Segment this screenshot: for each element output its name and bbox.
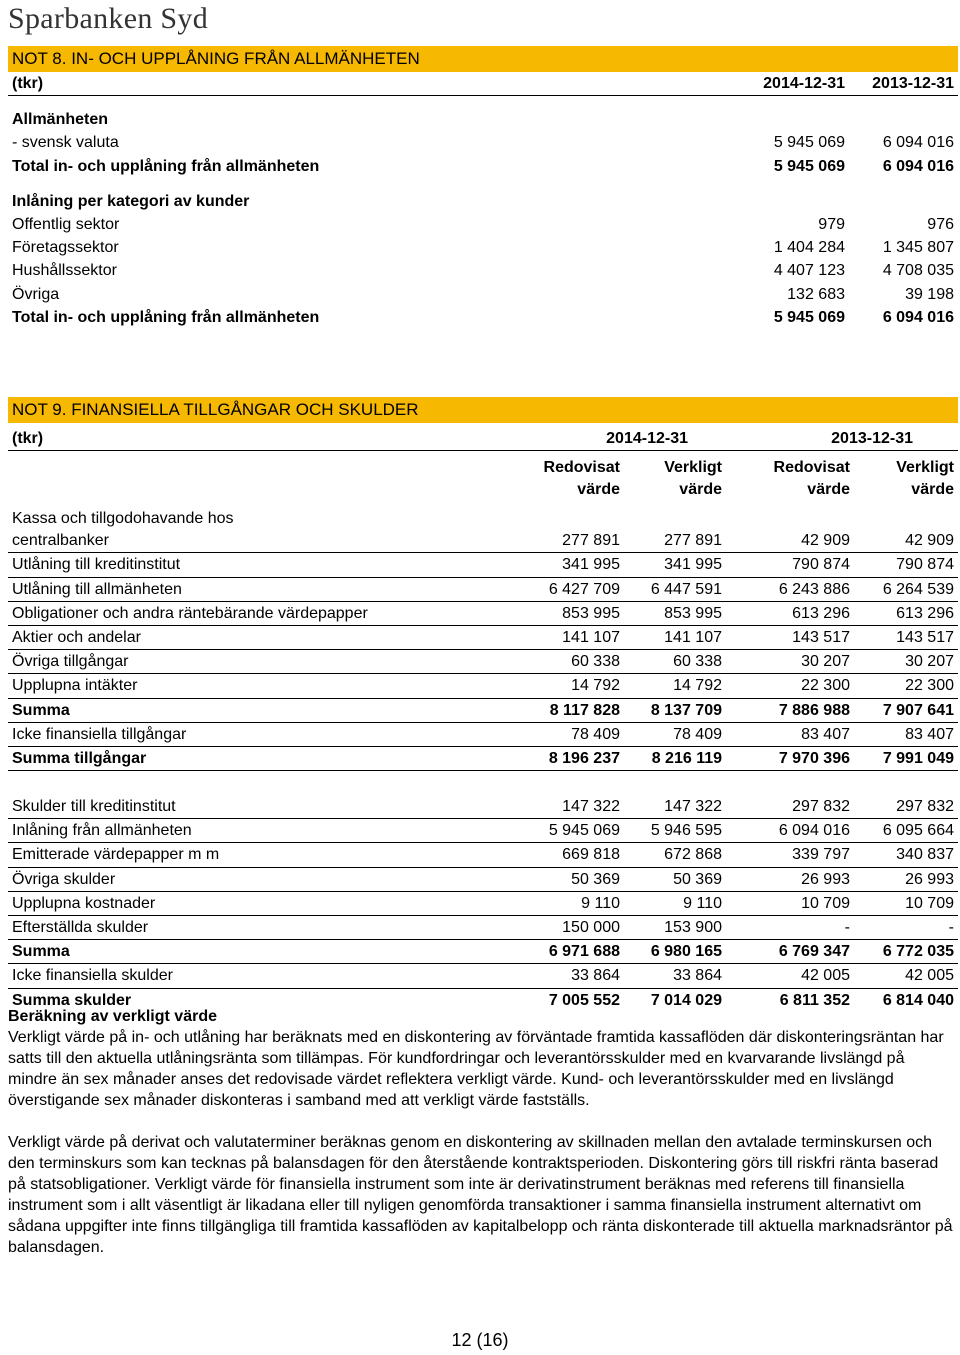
table-row xyxy=(8,723,958,747)
table-row xyxy=(8,868,958,892)
value-redovisat-2013: 6 094 016 xyxy=(778,822,850,840)
table-row xyxy=(8,747,958,771)
value-redovisat-2013: 339 797 xyxy=(792,846,850,864)
unit-label: (tkr) xyxy=(12,430,44,447)
value-2013: 1 345 807 xyxy=(882,239,954,257)
value-verkligt-2013: 26 993 xyxy=(905,870,954,888)
value-verkligt-2014: 147 322 xyxy=(664,798,722,816)
value-verkligt-2013: 790 874 xyxy=(896,556,954,574)
table-row xyxy=(8,306,958,329)
row-label: Obligationer och andra räntebärande värdepapper xyxy=(12,604,368,622)
value-redovisat-2014: 7 005 552 xyxy=(548,991,620,1009)
row-label: Summa xyxy=(12,943,70,961)
row-label: - svensk valuta xyxy=(12,134,119,152)
date-2014: 2014-12-31 xyxy=(606,430,688,447)
table-row xyxy=(8,964,958,988)
table-row xyxy=(8,819,958,843)
value-verkligt-2014: 672 868 xyxy=(664,846,722,864)
table-row xyxy=(8,699,958,723)
value-redovisat-2013: 790 874 xyxy=(792,556,850,574)
value-verkligt-2014: 14 792 xyxy=(673,677,722,695)
value-redovisat-2014: 14 792 xyxy=(571,677,620,695)
bank-logo: Sparbanken Syd xyxy=(8,2,209,35)
row-label: Övriga xyxy=(12,285,60,303)
value-2014: 979 xyxy=(818,215,845,233)
value-2013: 6 094 016 xyxy=(882,308,954,326)
value-redovisat-2014: 6 427 709 xyxy=(548,580,620,598)
row-label: centralbanker xyxy=(12,532,109,550)
value-redovisat-2013: 42 909 xyxy=(801,532,850,550)
value-verkligt-2013: 10 709 xyxy=(905,894,954,912)
table-row xyxy=(8,650,958,674)
row-label: Icke finansiella tillgångar xyxy=(12,725,187,743)
value-verkligt-2014: 5 946 595 xyxy=(650,822,722,840)
table-row xyxy=(8,843,958,867)
table-row xyxy=(8,674,958,698)
value-2014: 4 407 123 xyxy=(773,262,845,280)
table-row xyxy=(8,131,958,154)
value-redovisat-2013: 6 811 352 xyxy=(779,991,850,1009)
row-label: Summa xyxy=(12,701,70,719)
asset-first-label-row xyxy=(8,509,958,529)
row-label: Emitterade värdepapper m m xyxy=(12,846,220,864)
row-label: Offentlig sektor xyxy=(12,215,120,233)
value-redovisat-2013: 83 407 xyxy=(801,725,850,743)
value-redovisat-2014: 147 322 xyxy=(562,798,620,816)
method-paragraph-2: Verkligt värde på derivat och valutaterminer beräknas genom en diskontering av skillnaden mellan den avtalade terminskursen och den terminskurs som kan tecknas på balansdagen för den återstående kontraktsperioden. Diskontering görs till riskfri ränta baserad på statsobligationer. Verkligt värde för finansiella instrument som inte är derivatinstrument beräknas med referens till finansiella instrument som i allt väsentligt är likadana eller till nyligen genomförda transaktioner i samma finansiella instrument alternativt om sådana uppgifter inte finns tillgängliga till framtida kassaflöden av kapitalbelopp och ränta diskonterade till aktuella marknadsräntor på balansdagen. xyxy=(8,1134,953,1256)
value-verkligt-2013: 30 207 xyxy=(905,653,954,671)
value-redovisat-2014: 141 107 xyxy=(562,628,620,646)
value-verkligt-2014: 277 891 xyxy=(664,532,722,550)
value-verkligt-2014: 153 900 xyxy=(664,919,722,936)
value-redovisat-2013: 6 769 347 xyxy=(778,943,850,961)
group2-heading: Inlåning per kategori av kunder xyxy=(12,192,250,210)
row-label: Inlåning från allmänheten xyxy=(12,822,192,840)
value-2014: 5 945 069 xyxy=(773,134,845,152)
value-verkligt-2013: 7 991 049 xyxy=(882,749,954,767)
value-redovisat-2013: 7 886 988 xyxy=(778,701,850,719)
value-redovisat-2013: 143 517 xyxy=(792,628,850,646)
value-redovisat-2014: 853 995 xyxy=(562,604,620,622)
header-redovisat-2014: Redovisat värde xyxy=(543,459,620,499)
row-label: Total in- och upplåning från allmänheten xyxy=(12,157,320,175)
row-label: Utlåning till kreditinstitut xyxy=(12,556,181,574)
value-verkligt-2014: 8 216 119 xyxy=(651,749,722,767)
table-row xyxy=(8,892,958,916)
value-redovisat-2014: 150 000 xyxy=(562,919,620,936)
value-verkligt-2014: 6 447 591 xyxy=(650,580,722,598)
value-verkligt-2013: 6 814 040 xyxy=(882,991,954,1009)
value-redovisat-2013: 613 296 xyxy=(792,604,850,622)
value-verkligt-2014: 141 107 xyxy=(664,628,722,646)
note-8-title: NOT 8. IN- OCH UPPLÅNING FRÅN ALLMÄNHETEN xyxy=(8,46,958,72)
value-2013: 6 094 016 xyxy=(882,134,954,152)
table-row xyxy=(8,155,958,178)
value-2013: 976 xyxy=(927,215,954,233)
table-row xyxy=(8,940,958,964)
row-label: Upplupna intäkter xyxy=(12,677,138,695)
group-heading xyxy=(8,190,958,213)
method-section xyxy=(8,1006,953,1258)
row-label: Upplupna kostnader xyxy=(12,894,156,912)
row-label: Skulder till kreditinstitut xyxy=(12,798,176,816)
value-redovisat-2013: 42 005 xyxy=(801,967,850,985)
method-paragraph-1: Verkligt värde på in- och utlåning har beräknats med en diskontering av förväntade framtida kassaflöden där diskonteringsräntan har satts till den aktuella utlåningsränta som tillämpas. För kundfordringar och leverantörsskulder med en kvarvarande livslängd på mindre än sex månader anses det redovisade värdet reflektera verkligt värde. Kund- och leverantörsskulder med en livslängd överstigande sex månader diskonteras i samband med att verkligt värde fastställs. xyxy=(8,1029,944,1109)
value-redovisat-2014: 669 818 xyxy=(562,846,620,864)
value-redovisat-2014: 341 995 xyxy=(562,556,620,574)
value-redovisat-2013: 30 207 xyxy=(801,653,850,671)
value-redovisat-2013: - xyxy=(844,919,850,936)
value-redovisat-2013: 22 300 xyxy=(801,677,850,695)
row-label: Övriga tillgångar xyxy=(12,653,129,671)
value-redovisat-2014: 50 369 xyxy=(571,870,620,888)
table-row xyxy=(8,553,958,577)
page-number: 12 (16) xyxy=(451,1330,509,1350)
table-row xyxy=(8,213,958,236)
value-redovisat-2014: 6 971 688 xyxy=(548,943,620,961)
value-verkligt-2013: 83 407 xyxy=(905,725,954,743)
value-redovisat-2014: 33 864 xyxy=(571,967,620,985)
value-2013: 6 094 016 xyxy=(882,157,954,175)
value-verkligt-2014: 8 137 709 xyxy=(650,701,722,719)
value-verkligt-2014: 7 014 029 xyxy=(650,991,722,1009)
table-row xyxy=(8,283,958,306)
value-2014: 5 945 069 xyxy=(773,308,845,326)
value-verkligt-2014: 78 409 xyxy=(673,725,722,743)
note-8 xyxy=(8,46,958,329)
value-redovisat-2013: 7 970 396 xyxy=(778,749,850,767)
group-heading xyxy=(8,108,958,131)
row-label: Företagssektor xyxy=(12,239,119,257)
value-verkligt-2014: 50 369 xyxy=(673,870,722,888)
table-row xyxy=(8,602,958,626)
note-9 xyxy=(8,397,958,1012)
method-heading: Beräkning av verkligt värde xyxy=(8,1008,217,1025)
value-redovisat-2014: 78 409 xyxy=(571,725,620,743)
value-2014: 5 945 069 xyxy=(773,157,845,175)
value-verkligt-2013: 22 300 xyxy=(905,677,954,695)
value-verkligt-2014: 9 110 xyxy=(683,894,722,912)
value-verkligt-2013: 6 772 035 xyxy=(882,943,954,961)
col-2014: 2014-12-31 xyxy=(763,75,845,92)
group1-heading: Allmänheten xyxy=(12,111,109,129)
header-verkligt-2013: Verkligt värde xyxy=(896,459,954,499)
value-verkligt-2014: 853 995 xyxy=(664,604,722,622)
note-9-header xyxy=(8,427,958,451)
table-row xyxy=(8,578,958,602)
table-row xyxy=(8,529,958,553)
value-redovisat-2013: 297 832 xyxy=(792,798,850,816)
value-verkligt-2014: 341 995 xyxy=(664,556,722,574)
value-verkligt-2013: - xyxy=(948,919,954,936)
value-verkligt-2014: 60 338 xyxy=(673,653,722,671)
value-verkligt-2013: 143 517 xyxy=(896,628,954,646)
header-redovisat-2013: Redovisat värde xyxy=(773,459,850,499)
value-verkligt-2013: 6 095 664 xyxy=(882,822,954,840)
date-2013: 2013-12-31 xyxy=(831,430,913,447)
table-row xyxy=(8,259,958,282)
row-label: Efterställda skulder xyxy=(12,919,149,936)
row-label: Aktier och andelar xyxy=(12,628,141,646)
row-label: Hushållssektor xyxy=(12,262,117,280)
value-redovisat-2013: 6 243 886 xyxy=(778,580,850,598)
value-redovisat-2013: 10 709 xyxy=(801,894,850,912)
row-label: Utlåning till allmänheten xyxy=(12,580,182,598)
table-row xyxy=(8,236,958,259)
value-2013: 39 198 xyxy=(905,285,954,303)
table-row xyxy=(8,795,958,819)
table-row xyxy=(8,916,958,940)
value-redovisat-2013: 26 993 xyxy=(801,870,850,888)
value-verkligt-2014: 33 864 xyxy=(673,967,722,985)
header-verkligt-2014: Verkligt värde xyxy=(664,459,722,499)
value-verkligt-2013: 7 907 641 xyxy=(882,701,954,719)
unit-label: (tkr) xyxy=(12,75,44,92)
value-verkligt-2013: 42 005 xyxy=(905,967,954,985)
value-type-header xyxy=(8,457,958,501)
value-redovisat-2014: 277 891 xyxy=(562,532,620,550)
table-row xyxy=(8,626,958,650)
value-redovisat-2014: 8 117 828 xyxy=(549,701,620,719)
value-2013: 4 708 035 xyxy=(882,262,954,280)
note-8-header xyxy=(8,72,958,96)
value-verkligt-2014: 6 980 165 xyxy=(650,943,722,961)
value-verkligt-2013: 42 909 xyxy=(905,532,954,550)
row-label: Summa skulder xyxy=(12,991,132,1009)
row-label: Övriga skulder xyxy=(12,870,116,888)
value-verkligt-2013: 613 296 xyxy=(896,604,954,622)
value-2014: 132 683 xyxy=(787,285,845,303)
asset-first-label: Kassa och tillgodohavande hos xyxy=(12,510,234,528)
row-label: Summa tillgångar xyxy=(12,749,147,767)
value-verkligt-2013: 340 837 xyxy=(896,846,954,864)
row-label: Icke finansiella skulder xyxy=(12,967,173,985)
value-redovisat-2014: 9 110 xyxy=(581,894,620,912)
value-verkligt-2013: 297 832 xyxy=(896,798,954,816)
value-verkligt-2013: 6 264 539 xyxy=(882,580,954,598)
note-9-title: NOT 9. FINANSIELLA TILLGÅNGAR OCH SKULDER xyxy=(8,397,958,423)
value-redovisat-2014: 8 196 237 xyxy=(548,749,620,767)
value-redovisat-2014: 5 945 069 xyxy=(548,822,620,840)
row-label: Total in- och upplåning från allmänheten xyxy=(12,308,320,326)
value-2014: 1 404 284 xyxy=(773,239,845,257)
value-redovisat-2014: 60 338 xyxy=(571,653,620,671)
col-2013: 2013-12-31 xyxy=(872,75,954,92)
